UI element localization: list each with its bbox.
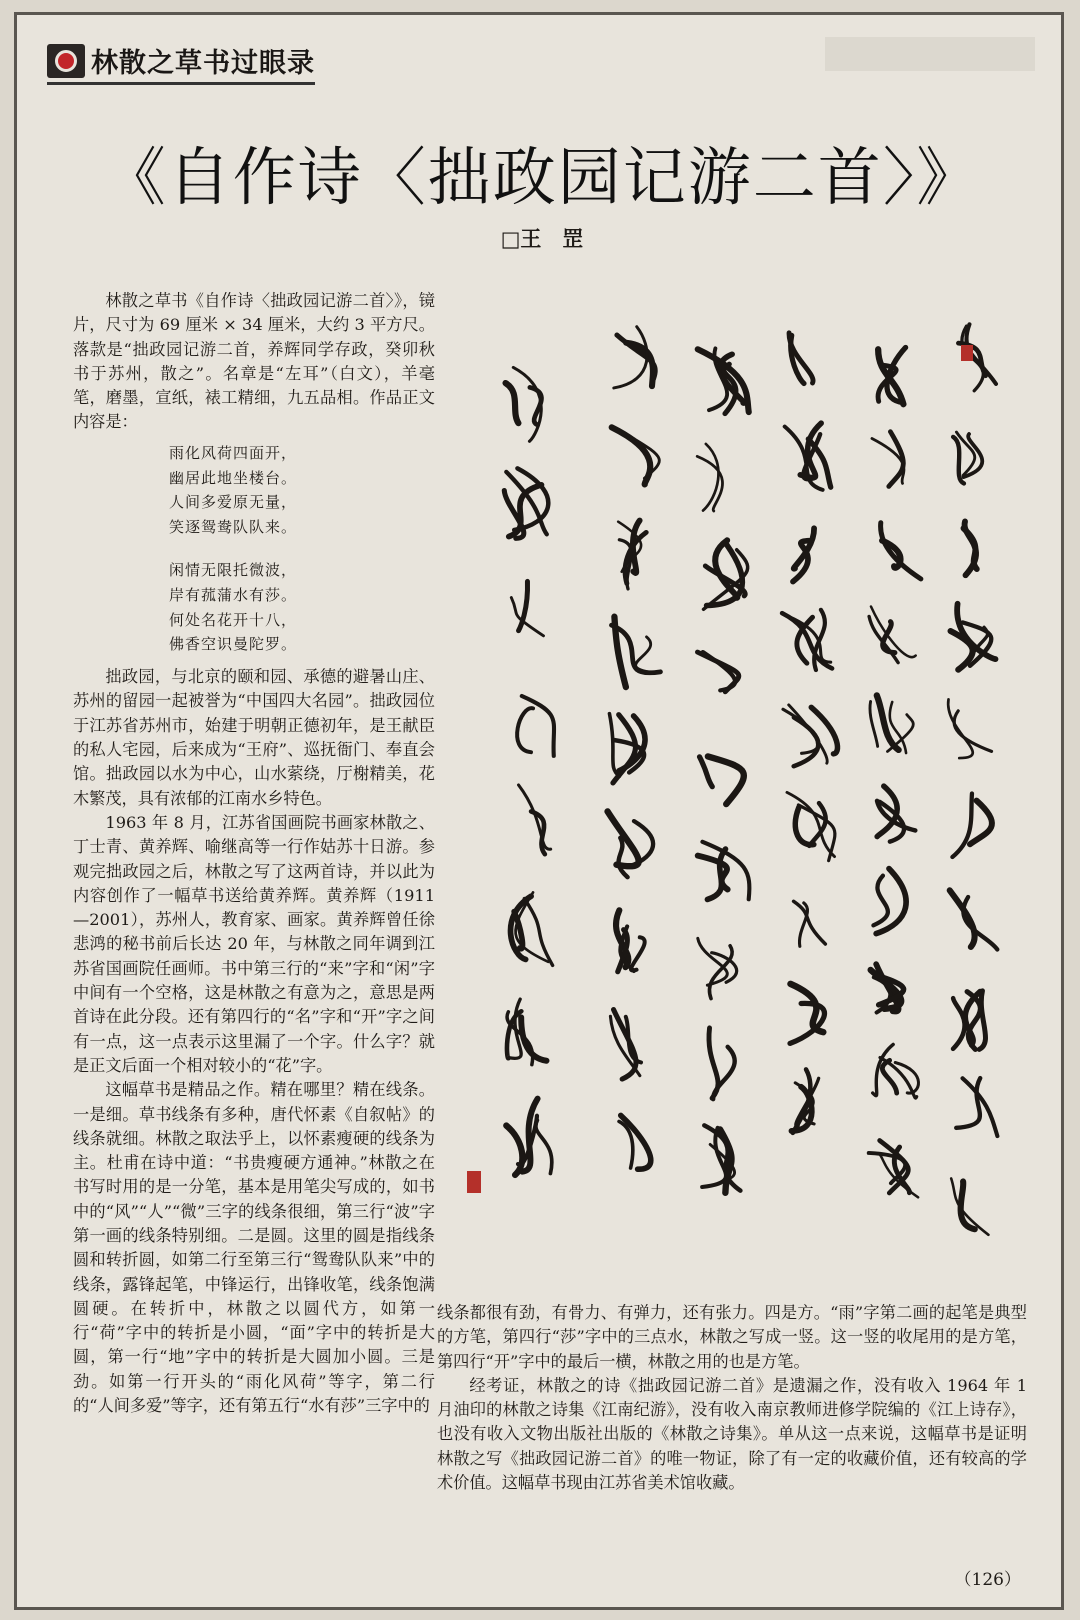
calligraphy-stroke — [636, 637, 653, 673]
calligraphy-stroke — [626, 1017, 641, 1063]
poem-line: 幽居此地坐楼台。 — [169, 468, 298, 487]
calligraphy-stroke — [895, 1063, 918, 1094]
paragraph: 林散之草书《自作诗〈拙政园记游二首〉》，镜片，尺寸为 69 厘米 × 34 厘米，大约 3 平方尺。落款是“拙政园记游二首，养辉同学存政，癸卯秋书于苏州，散之”。名章是“左耳”（白文），羊毫笔，磨墨，宣纸，裱工精细，九五品相。作品正文内容是： — [73, 291, 435, 432]
calligraphy-artwork — [457, 287, 1037, 1299]
poem-line: 闲情无限托微波， — [169, 560, 298, 579]
column-logo-icon — [47, 44, 85, 78]
calligraphy-stroke — [626, 343, 653, 386]
calligraphy-stroke — [631, 937, 645, 970]
calligraphy-stroke — [506, 1126, 522, 1175]
article-title: 《自作诗〈拙政园记游二首〉》 — [102, 141, 982, 214]
poem-line: 佛香空识曼陀罗。 — [169, 635, 298, 654]
calligraphy-stroke — [794, 901, 826, 944]
column-title: 林散之草书过眼录 — [91, 48, 315, 79]
calligraphy-stroke — [524, 899, 552, 966]
paragraph: 线条都很有劲，有骨力、有弹力，还有张力。四是方。“雨”字第二画的起笔是典型的方笔，第四行“莎”字中的三点水，林散之写成一竖。这一竖的收尾用的是方笔，第四行“开”字中的最后一横，林散之用的也是方笔。 — [437, 1303, 1027, 1371]
paragraph: 这幅草书是精品之作。精在哪里？精在线条。一是细。草书线条有多种，唐代怀素《自叙帖》的线条就细。林散之取法乎上，以怀素瘦硬的线条为主。杜甫在诗中道：“书贵瘦硬方通神。”林散之在书写时用的是一分笔，基本是用笔尖写成的，如书中的“风”“人”“微”三字的线条很细，第三行“波”字第一画的线条特别细。二是圆。这里的圆是指线条圆和转折圆，如第二行至第三行“鸳鸯队队来”中的线条，露锋起笔，中锋运行，出锋收笔，线条饱满圆硬。在转折中，林散之以圆代方，如第一行“荷”字中的转折是小圆，“面”字中的转折是大圆，第一行“地”字中的转折是大圆加小圆。三是劲。如第一行开头的“雨化风荷”等字，第二行的“人间多爱”等字，还有第五行“水有莎”三字中的 — [73, 1080, 435, 1416]
calligraphy-stroke — [871, 607, 916, 658]
magazine-page — [14, 12, 1064, 1610]
paragraph: 1963 年 8 月，江苏省国画院书画家林散之、丁士青、黄养辉、喻继高等一行作姑苏十日游。参观完拙政园之后，林散之写了这两首诗，并以此为内容创作了一幅草书送给黄养辉。黄养辉（1911—2001），苏州人，教育家、画家。黄养辉曾任徐悲鸿的秘书前后长达 20 年，与林散之同年调到江苏省国画院任画师。书中第三行的“来”字和“闲”字中间有一个空格，这是林散之有意为之，意思是两首诗在此分段。还有第四行的“名”字和“开”字之间有一点，这一点表示这里漏了一个字。什么字？就是正文后面一个相对较小的“花”字。 — [73, 812, 435, 1075]
calligraphy-stroke — [950, 890, 975, 947]
calligraphy-stroke — [873, 876, 887, 926]
calligraphy-stroke — [519, 785, 551, 849]
column-label — [47, 41, 315, 85]
calligraphy-stroke — [877, 695, 899, 749]
calligraphy-stroke — [521, 1017, 546, 1060]
calligraphy-stroke — [794, 717, 819, 766]
calligraphy-stroke — [811, 707, 837, 754]
calligraphy-stroke — [531, 811, 545, 854]
calligraphy-stroke — [948, 699, 973, 758]
calligraphy-stroke — [952, 794, 972, 857]
calligraphy-stroke — [953, 998, 965, 1049]
calligraphy-stroke — [609, 714, 619, 777]
article-author: □王 罡 — [500, 227, 584, 251]
calligraphy-stroke — [700, 757, 713, 787]
poem — [169, 441, 435, 657]
calligraphy-stroke — [870, 702, 878, 747]
calligraphy-stroke — [621, 1115, 651, 1169]
calligraphy-stroke — [963, 897, 997, 950]
poem-line: 笑逐鸳鸯队队来。 — [169, 518, 298, 537]
poem-line: 雨化风荷四面开， — [169, 443, 298, 462]
paragraph: 拙政园，与北京的颐和园、承德的避暑山庄、苏州的留园一起被誉为“中国四大名园”。拙政园位于江苏省苏州市，始建于明朝正德初年，是王献臣的私人宅园，后来成为“王府”、巡抚衙门、奉直会馆。拙政园以水为中心，山水萦绕，厅榭精美，花木繁茂，具有浓郁的江南水乡特色。 — [73, 667, 435, 808]
paragraph: 经考证，林散之的诗《拙政园记游二首》是遗漏之作，没有收入 1964 年 1 月油印的林散之诗集《江南纪游》，没有收入南京教师进修学院编的《江上诗存》，也没有收入文物出版社出版的《林散之诗集》。单从这一点来说，这幅草书是证明林散之写《拙政园记游二首》的唯一物证，除了有一定的收藏价值，还有较高的学术价值。这幅草书现由江苏省美术馆收藏。 — [437, 1375, 1027, 1493]
calligraphy-stroke — [506, 383, 519, 423]
poem-line: 人间多爱原无量， — [169, 493, 298, 512]
calligraphy-stroke — [965, 521, 976, 575]
page-number: （126） — [954, 1570, 1021, 1590]
show-through-header — [825, 37, 1035, 71]
article-body-left — [73, 289, 435, 1418]
calligraphy-stroke — [536, 1120, 552, 1173]
calligraphy-stroke — [708, 756, 744, 804]
calligraphy-stroke — [522, 696, 554, 756]
calligraphy-stroke — [979, 991, 985, 1050]
poem-line: 岸有菰蒲水有莎。 — [169, 585, 298, 604]
calligraphy-stroke — [697, 652, 738, 692]
article-body-bottom — [437, 1301, 1027, 1495]
poem-line: 何处名花开十八， — [169, 610, 298, 629]
seal-stamp-top — [961, 345, 973, 361]
calligraphy-stroke — [517, 708, 533, 752]
seal-stamp-signature — [467, 1171, 481, 1193]
